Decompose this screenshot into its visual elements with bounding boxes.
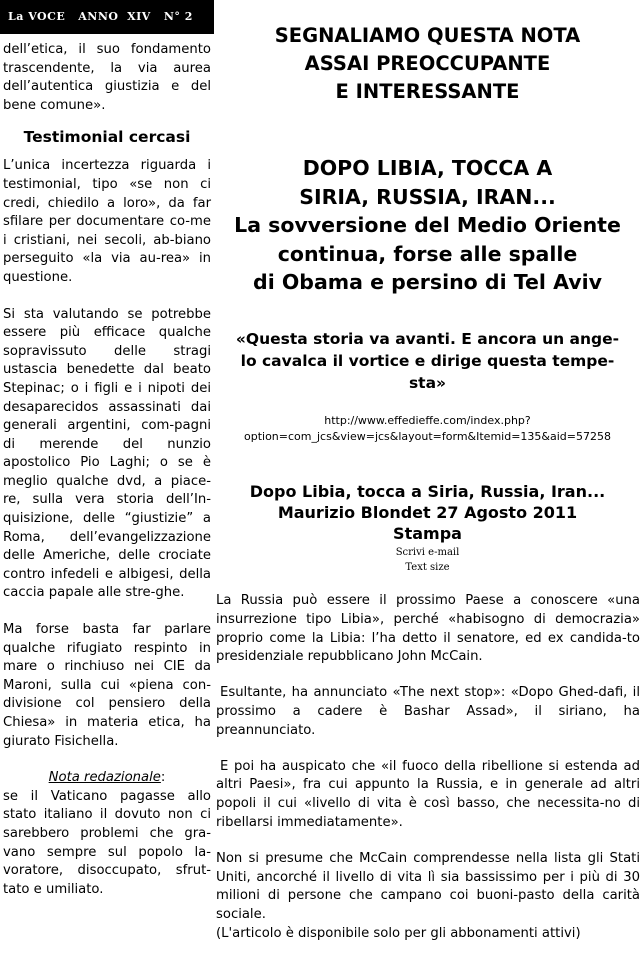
title-line: DOPO LIBIA, TOCCA A <box>302 156 553 180</box>
left-paragraph-1: dell’etica, il suo fondamento trascendente, la via aurea dell’autentica giustizia e del bene comune». <box>3 42 211 113</box>
write-email-link: Scrivi e-mail <box>395 547 460 558</box>
headline <box>212 22 643 106</box>
article-body <box>216 592 640 944</box>
headline-line: SEGNALIAMO QUESTA NOTA <box>274 24 581 47</box>
editorial-note-colon: : <box>160 770 166 786</box>
body-paragraph-1: La Russia può essere il prossimo Paese a conoscere «una insurrezione tipo Libia», perché «habisogno di democrazia» proprio come la Libia: l’ha detto il senatore, ed ex candida-to presidenziale repubblicano John McCain. <box>216 593 640 665</box>
title-line: La sovversione del Medio Oriente <box>234 213 621 237</box>
title-line: di Obama e persino di Tel Aviv <box>253 270 602 294</box>
issue-label: La VOCE ANNO XIV N° 2 <box>8 10 193 23</box>
article-header <box>212 481 643 544</box>
page-header-bar <box>0 0 214 36</box>
editorial-note-label: Nota redazionale <box>48 770 161 786</box>
left-paragraph-4: Ma forse basta far parlare qualche rifugiato respinto in mare o rinchiuso nei CIE da Maroni, sulla cui «piena con-divisione col pensiero della Chiesa» in materia etica, ha giurato Fisichella. <box>3 622 211 749</box>
left-paragraph-2: L’unica incertezza riguarda i testimonial, tipo «se non ci credi, chiedilo a loro», da far sfilare per documentare co-me i cristiani, nei secoli, ab-biano perseguito «la via au-rea» in questione. <box>3 158 211 285</box>
url-line: option=com_jcs&view=jcs&layout=form&Itemid=135&aid=57258 <box>244 430 611 443</box>
body-paragraph-4: Non si presume che McCain comprendesse nella lista gli Stati Uniti, ancorché il livello di vita lì sia bassissimo per i più di 30 milioni di persone che campano coi buoni-pasto della carità sociale. <box>216 850 640 923</box>
left-column <box>3 41 211 899</box>
article-title: Dopo Libia, tocca a Siria, Russia, Iran... <box>249 482 606 501</box>
text-size-control: Text size <box>405 562 450 573</box>
article-section: Stampa <box>393 524 462 543</box>
left-paragraph-3: Si sta valutando se potrebbe essere più efficace qualche sopravissuto delle stragi ustascia benedette dal beato Stepinac; o i figli e i nipoti dei desaparecidos assassinati dai generali argentini, com-pagni di merende del nunzio apostolico Pio Laghi; o se è meglio qualche dvd, a piace-re, sulla vera storia dell’In-quisizione, delle “giustizie” a Roma, dell’evangelizzazione delle Americhe, delle crociate contro infedeli e albigesi, della caccia papale alle stre-ghe. <box>3 306 211 601</box>
article-author: Maurizio Blondet 27 Agosto 2011 <box>277 503 578 522</box>
pull-quote <box>212 328 643 394</box>
availability-note: (L'articolo è disponibile solo per gli abbonamenti attivi) <box>216 925 581 941</box>
source-url <box>212 413 643 445</box>
url-line: http://www.effedieffe.com/index.php? <box>324 414 531 427</box>
left-paragraph-5: se il Vaticano pagasse allo stato italiano il dovuto non ci sarebbero problemi che gra-vano sempre sul popolo la-voratore, disoccupato, sfrut-tato e umiliato. <box>3 788 211 897</box>
headline-line: E INTERESSANTE <box>335 80 520 103</box>
title-line: continua, forse alle spalle <box>277 241 578 266</box>
body-paragraph-2: Esultante, ha annunciato «The next stop»: «Dopo Ghed-dafi, il prossimo a cadere è Bashar Assad», il siriano, ha preannunciato. <box>216 685 640 738</box>
quote-line: sta» <box>408 374 447 392</box>
headline-line: ASSAI PREOCCUPANTE <box>304 52 551 75</box>
section-heading: Testimonial cercasi <box>23 128 191 147</box>
quote-line: lo cavalca il vortice e dirige questa tempe- <box>240 352 615 370</box>
body-paragraph-3: E poi ha auspicato che «il fuoco della ribellione si estenda ad altri Paesi», fra cui appunto la Russia, e in generale ad altri popoli il cui «livello di vita è così basso, che necessita-no di ribellarsi immediatamente». <box>216 758 640 830</box>
main-title <box>212 154 643 297</box>
title-line: SIRIA, RUSSIA, IRAN... <box>299 184 556 209</box>
quote-line: «Questa storia va avanti. E ancora un ange- <box>235 330 620 348</box>
editorial-note <box>3 769 211 788</box>
